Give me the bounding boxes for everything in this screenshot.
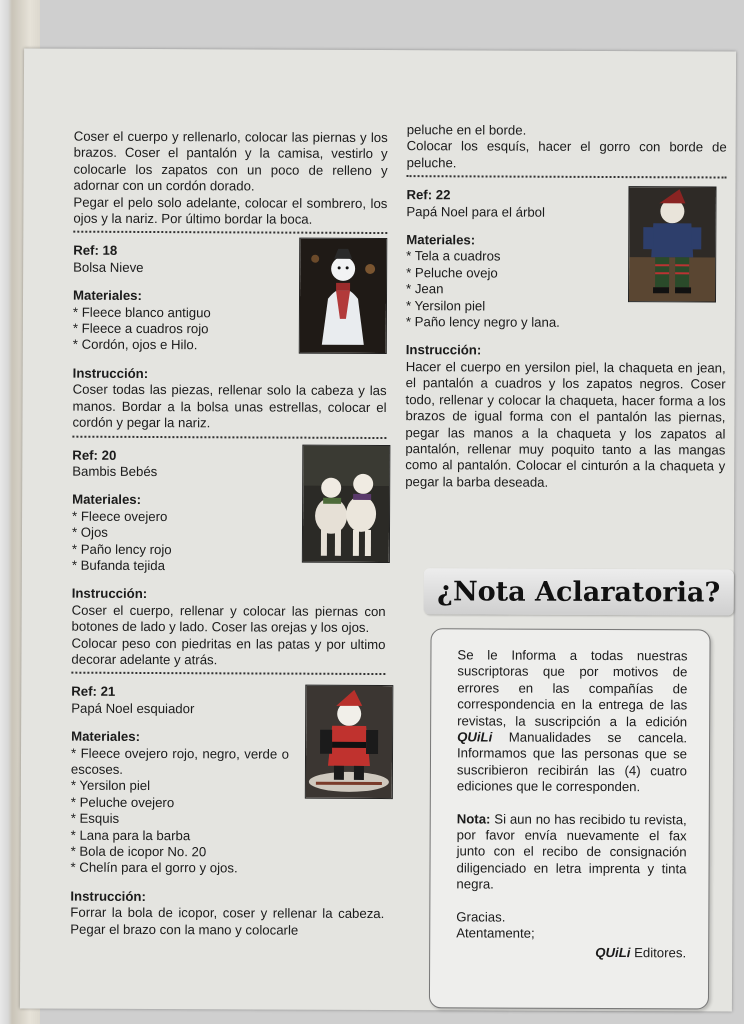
list-item: * Chelín para el gorro y ojos. <box>70 860 238 876</box>
snowman-bag-image <box>300 239 386 353</box>
instruction-heading: Instrucción: <box>72 365 149 381</box>
list-item: * Tela a cuadros <box>406 248 501 264</box>
nota-paragraph <box>456 811 686 894</box>
dotted-divider <box>73 231 387 234</box>
instruction-text: Coser todas las piezas, rellenar solo la cabeza y las manos. Bordar a la bolsa unas estrellas, colocar el cordón y pegar la nariz. <box>72 381 387 431</box>
project-ref-21 <box>70 684 385 939</box>
ref-number: Ref: 22 <box>406 187 451 203</box>
intro-paragraph: Pegar el pelo solo adelante, colocar el sombrero, los ojos y la nariz. Por último bordar la boca. <box>73 194 388 227</box>
baby-deer-image <box>303 445 390 561</box>
project-name: Bambis Bebés <box>72 463 158 479</box>
nota-paragraph <box>457 647 688 796</box>
project-name: Papá Noel para el árbol <box>406 203 545 220</box>
signature-text: Editores. <box>630 944 687 960</box>
list-item: * Lana para la barba <box>70 827 191 843</box>
regards-text: Atentamente; <box>456 925 535 941</box>
list-item: * Fleece ovejero rojo, negro, verde o escoses. <box>70 745 290 777</box>
project-name: Bolsa Nieve <box>73 259 144 275</box>
nota-label: Nota: <box>456 811 491 827</box>
instruction-text: Colocar peso con piedritas en las patas y por ultimo decorar adelante y atrás. <box>71 635 386 668</box>
photo-bambis-bebes <box>302 444 391 562</box>
ref-number: Ref: 20 <box>72 447 117 463</box>
instruction-heading: Instrucción: <box>71 586 148 602</box>
nota-box <box>429 628 711 1009</box>
photo-bolsa-nieve <box>299 238 388 354</box>
list-item: * Paño lency negro y lana. <box>405 314 560 330</box>
materials-heading: Materiales: <box>71 728 141 745</box>
nota-text: Se le Informa a todas nuestras suscriptoras que por motivos de errores en las compañías de correspondencia en la entrega de las revistas, la suscripción a la edición <box>457 647 688 729</box>
dotted-divider <box>407 175 727 178</box>
list-item: * Paño lency rojo <box>71 541 172 557</box>
tree-santa-image <box>629 187 715 301</box>
intro-paragraph: peluche en el borde. <box>406 122 527 138</box>
photo-papa-noel-esquiador <box>305 685 393 799</box>
list-item: * Jean <box>406 281 444 297</box>
instruction-heading: Instrucción: <box>70 888 146 904</box>
dotted-divider <box>72 435 386 438</box>
list-item: * Peluche ovejo <box>406 264 498 281</box>
project-ref-18 <box>72 243 387 432</box>
instruction-text: Forrar la bola de icopor, coser y rellenar la cabeza. Pegar el brazo con la mano y colocarle <box>70 904 385 938</box>
instruction-heading: Instrucción: <box>405 342 482 358</box>
list-item: * Bufanda tejida <box>71 557 166 574</box>
list-item: * Peluche ovejero <box>70 794 175 810</box>
materials-heading: Materiales: <box>72 491 142 508</box>
materials-heading: Materiales: <box>406 232 476 248</box>
list-item: * Bola de icopor No. 20 <box>70 843 207 860</box>
list-item: * Fleece ovejero <box>72 508 168 524</box>
materials-heading: Materiales: <box>72 287 142 304</box>
right-column <box>405 122 727 492</box>
list-item: * Cordón, ojos e Hilo. <box>72 337 198 353</box>
nota-aclaratoria-banner <box>424 568 734 615</box>
instruction-text: Coser el cuerpo, rellenar y colocar las piernas con botones de lado y lado. Coser las orejas y los ojos. <box>71 602 386 636</box>
instruction-text: Hacer el cuerpo en yersilon piel, la chaqueta en jean, el pantalón a cuadros y los zapatos negros. Coser todo, rellenar y colocar la chaqueta, hacer forma a los brazos de igual forma con el pantalón las piernas, pegar las manos a la chaqueta y los zapatos al pantalón, rellenar muy poquito tanto a las mangas como al pantalón. Colocar el cinturón a la chaqueta y pegar la barba deseada. <box>405 358 726 490</box>
left-intro <box>73 129 387 229</box>
dotted-divider <box>71 672 385 675</box>
list-item: * Ojos <box>71 524 108 540</box>
left-column <box>70 129 388 939</box>
magazine-page <box>20 48 736 1011</box>
list-item: * Yersilon piel <box>70 778 151 794</box>
thanks-text: Gracias. <box>456 909 506 925</box>
nota-text: Manualidades se cancela. Informamos que las personas que se suscribieron recibirán las (4) cuatro ediciones que le corresponden. <box>456 729 688 795</box>
intro-paragraph: Colocar los esquís, hacer el gorro con borde de peluche. <box>406 138 727 171</box>
quili-brand: QUiLi <box>595 944 631 960</box>
project-ref-20 <box>71 447 386 669</box>
ref-number: Ref: 21 <box>71 684 116 700</box>
project-name: Papá Noel esquiador <box>71 700 195 716</box>
photo-papa-noel-arbol <box>628 186 717 302</box>
intro-paragraph: Coser el cuerpo y rellenarlo, colocar las piernas y los brazos. Coser el pantalón y la camisa, vestirlo y colocarle los zapatos con un poco de relleno y adornar con un cordón dorado. <box>73 128 388 194</box>
skier-santa-image <box>306 686 392 798</box>
list-item: * Fleece a cuadros rojo <box>72 320 209 337</box>
signature <box>456 944 686 961</box>
list-item: * Yersilon piel <box>405 297 486 314</box>
project-ref-22 <box>405 187 726 491</box>
ref-number: Ref: 18 <box>73 243 118 259</box>
list-item: * Fleece blanco antiguo <box>72 304 211 320</box>
nota-text: Si aun no has recibido tu revista, por favor envía nuevamente el fax junto con el recibo de consignación diligenciado en letra imprenta y tinta negra. <box>456 811 687 892</box>
right-intro <box>407 122 727 173</box>
quili-brand: QUiLi <box>457 729 493 745</box>
nota-title-text: ¿Nota Aclaratoria? <box>437 575 721 608</box>
list-item: * Esquis <box>70 810 120 827</box>
